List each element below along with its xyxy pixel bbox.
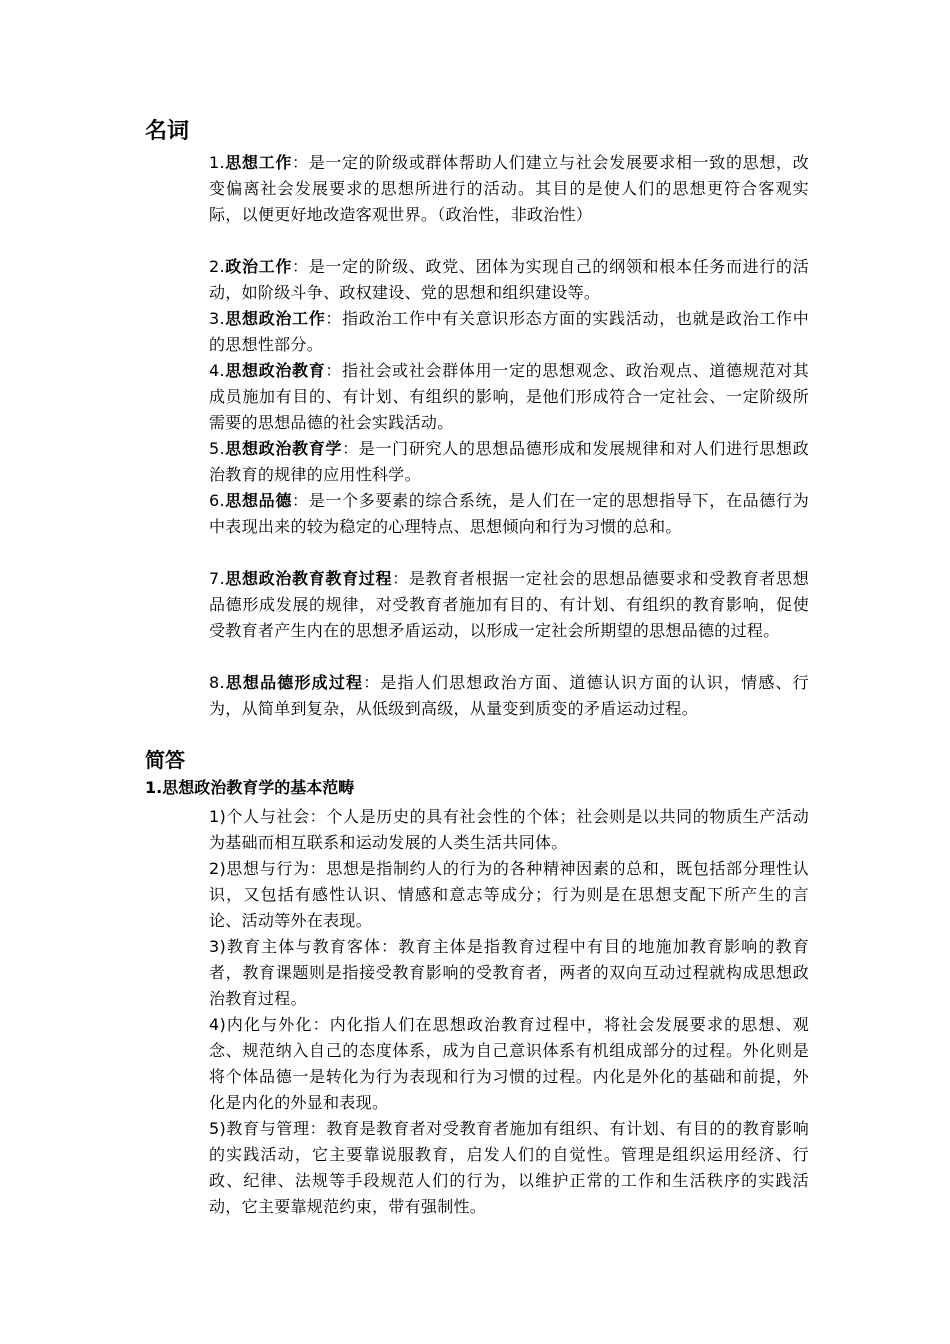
answer-item: 2)思想与行为：思想是指制约人的行为的各种精神因素的总和，既包括部分理性认识，又包括有感性认识、情感和意志等成分；行为则是在思想支配下所产生的言论、活动等外在表现。 xyxy=(209,859,809,930)
term-name: 思想政治教育 xyxy=(224,361,326,380)
answer-item: 5)教育与管理：教育是教育者对受教育者施加有组织、有计划、有目的的教育影响的实践活动，它主要靠说服教育，启发人们的自觉性。管理是组织运用经济、行政、纪律、法规等手段规范人们的行为，以维护正常的工作和生活秩序的实践活动，它主要靠规范约束，带有强制性。 xyxy=(209,1119,809,1216)
term-definition: 是一门研究人的思想品德形成和发展规律和对人们进行思想政治教育的规律的应用性科学。 xyxy=(209,439,809,484)
term-name: 思想品德形成过程 xyxy=(224,673,364,692)
term-definition: 是一定的阶级或群体帮助人们建立与社会发展要求相一致的思想，改变偏离社会发展要求的思想所进行的活动。其目的是使人们的思想更符合客观实际，以便更好地改造客观世界。（政治性，非政治性） xyxy=(209,153,809,224)
term-separator: ： xyxy=(342,439,359,458)
answer-item: 4)内化与外化：内化指人们在思想政治教育过程中，将社会发展要求的思想、观念、规范纳入自己的态度体系，成为自己意识体系有机组成部分的过程。外化则是将个体品德一是转化为行为表现和行为习惯的过程。内化是外化的基础和前提，外化是内化的外显和表现。 xyxy=(209,1015,809,1112)
terms-heading: 名词 xyxy=(145,119,190,144)
term-definition: 是一定的阶级、政党、团体为实现自己的纲领和根本任务而进行的活动，如阶级斗争、政权建设、党的思想和组织建设等。 xyxy=(209,257,809,302)
term-separator: ： xyxy=(392,569,409,588)
term-entry xyxy=(209,566,809,644)
term-name: 思想品德 xyxy=(224,491,293,510)
term-definition: 指社会或社会群体用一定的思想观念、政治观点、道德规范对其成员施加有目的、有计划、有组织的影响，是他们形成符合一定社会、一定阶级所需要的思想品德的社会实践活动。 xyxy=(209,361,809,432)
term-entry xyxy=(209,358,809,436)
term-separator: ： xyxy=(292,153,309,172)
term-definition: 指政治工作中有关意识形态方面的实践活动，也就是政治工作中的思想性部分。 xyxy=(209,309,809,354)
term-separator: ： xyxy=(292,257,309,276)
term-name: 思想政治教育学 xyxy=(224,439,343,458)
term-definition: 是一个多要素的综合系统，是人们在一定的思想指导下，在品德行为中表现出来的较为稳定的心理特点、思想倾向和行为习惯的总和。 xyxy=(209,491,809,536)
term-name: 思想工作 xyxy=(224,153,293,172)
term-number: 8. xyxy=(209,673,225,692)
term-name: 思想政治教育教育过程 xyxy=(224,569,393,588)
term-separator: ： xyxy=(292,491,309,510)
term-separator: ： xyxy=(325,361,343,380)
term-number: 4. xyxy=(209,361,225,380)
answer-item: 1)个人与社会：个人是历史的具有社会性的个体；社会则是以共同的物质生产活动为基础而相互联系和运动发展的人类生活共同体。 xyxy=(209,807,809,852)
term-number: 3. xyxy=(209,309,225,328)
term-number: 6. xyxy=(209,491,225,510)
term-number: 1. xyxy=(209,153,225,172)
term-entry xyxy=(209,306,809,358)
answers-heading: 简答 xyxy=(145,748,185,772)
term-number: 5. xyxy=(209,439,225,458)
answer-item: 3)教育主体与教育客体：教育主体是指教育过程中有目的地施加教育影响的教育者，教育课题则是指接受教育影响的受教育者，两者的双向互动过程就构成思想政治教育过程。 xyxy=(209,937,809,1008)
term-entry xyxy=(209,254,809,306)
term-entry xyxy=(209,436,809,488)
term-name: 思想政治工作 xyxy=(224,309,326,328)
term-separator: ： xyxy=(363,673,381,692)
term-entry xyxy=(209,150,809,228)
term-entry xyxy=(209,670,809,722)
question-title: 1.思想政治教育学的基本范畴 xyxy=(145,778,355,797)
term-name: 政治工作 xyxy=(224,257,293,276)
term-number: 7. xyxy=(209,569,225,588)
term-entry xyxy=(209,488,809,540)
term-separator: ： xyxy=(325,309,343,328)
term-definition: 是指人们思想政治方面、道德认识方面的认识，情感、行为，从简单到复杂，从低级到高级，从量变到质变的矛盾运动过程。 xyxy=(209,673,809,718)
term-number: 2. xyxy=(209,257,225,276)
term-definition: 是教育者根据一定社会的思想品德要求和受教育者思想品德形成发展的规律，对受教育者施加有目的、有计划、有组织的教育影响，促使受教育者产生内在的思想矛盾运动，以形成一定社会所期望的思想品德的过程。 xyxy=(209,569,809,640)
